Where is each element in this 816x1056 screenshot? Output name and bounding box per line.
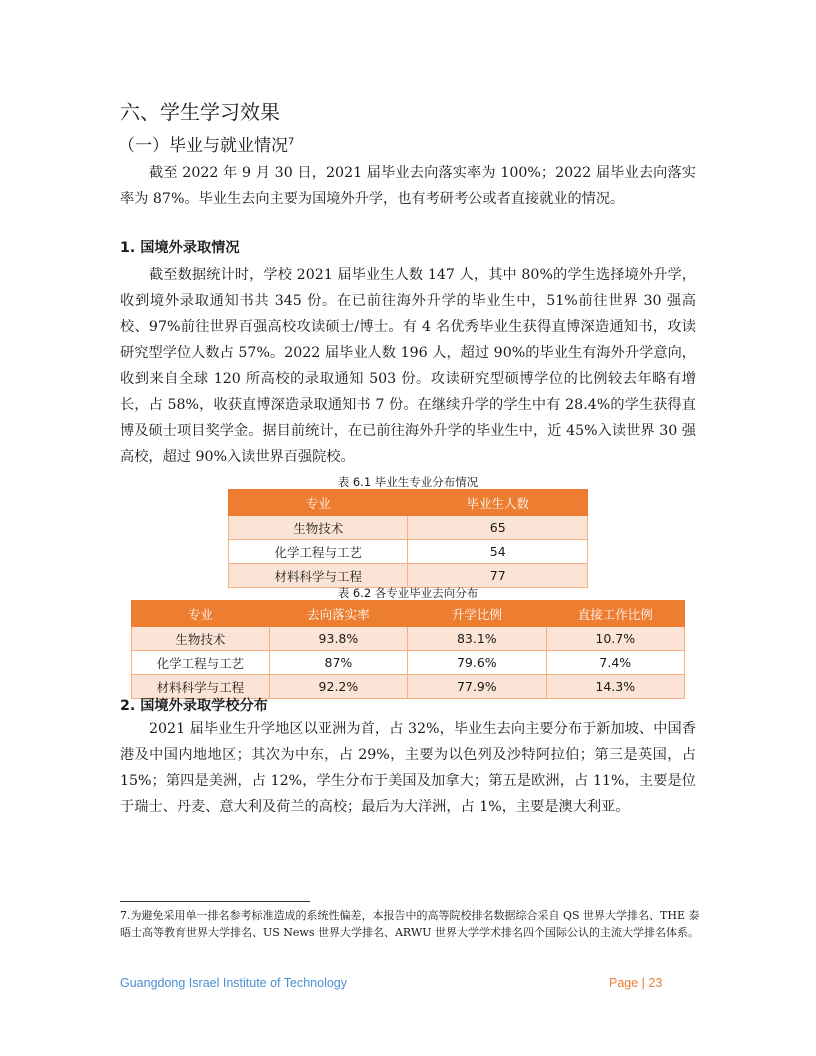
col-major: 专业	[229, 490, 408, 516]
table-header-row	[132, 601, 685, 627]
table-cell: 83.1%	[408, 627, 546, 651]
table-cell: 14.3%	[546, 675, 684, 699]
paragraph-overseas-admission: 截至数据统计时，学校 2021 届毕业生人数 147 人，其中 80%的学生选择境外升学，收到境外录取通知书共 345 份。在已前往海外升学的毕业生中，51%前往世界 30 强高校、97%前往世界百强高校攻读硕士/博士。有 4 名优秀毕业生获得直博深造通知书，攻读研究型学位人数占 57%。2022 届毕业人数 196 人，超过 90%的毕业生有海外升学意向，收到来自全球 120 所高校的录取通知 503 份。攻读研究型硕博学位的比例较去年略有增长，占 58%，收获直博深造录取通知书 7 份。在继续升学的学生中有 28.4%的学生获得直博及硕士项目奖学金。据目前统计，在已前往海外升学的毕业生中，近 45%入读世界 30 强高校，超过 90%入读世界百强院校。	[120, 267, 696, 465]
table2-caption: 表 6.2 各专业毕业去向分布	[337, 586, 479, 600]
section-heading: 六、学生学习效果	[120, 100, 280, 124]
section-overseas-admission: 1. 国境外录取情况	[120, 240, 240, 256]
table-cell: 77	[408, 564, 588, 588]
subsection-title: （一）毕业与就业情况	[118, 136, 288, 156]
footnote-divider	[120, 901, 310, 902]
table-destination-by-major	[131, 600, 685, 699]
table-cell: 77.9%	[408, 675, 546, 699]
table-cell: 54	[408, 540, 588, 564]
col-major: 专业	[132, 601, 270, 627]
table-header-row	[229, 490, 588, 516]
table-row	[229, 516, 588, 540]
table-cell: 92.2%	[269, 675, 407, 699]
table-row	[229, 564, 588, 588]
table-row	[132, 651, 685, 675]
subsection-heading	[118, 131, 294, 156]
paragraph-placement-rate: 截至 2022 年 9 月 30 日，2021 届毕业去向落实率为 100%；2022 届毕业去向落实率为 87%。毕业生去向主要为国境外升学，也有考研考公或者直接就业的情况。	[120, 165, 696, 207]
table-cell: 93.8%	[269, 627, 407, 651]
table-graduates-by-major	[228, 489, 588, 588]
footer-page-number: Page | 23	[609, 976, 663, 990]
col-graduate-count: 毕业生人数	[408, 490, 588, 516]
footnote-ref: 7	[288, 136, 295, 148]
table-cell: 10.7%	[546, 627, 684, 651]
table-cell: 生物技术	[132, 627, 270, 651]
col-further-study: 升学比例	[408, 601, 546, 627]
col-employment: 直接工作比例	[546, 601, 684, 627]
footer-institution: Guangdong Israel Institute of Technology	[120, 976, 348, 990]
table-cell: 化学工程与工艺	[132, 651, 270, 675]
table-cell: 材料科学与工程	[229, 564, 408, 588]
table-cell: 材料科学与工程	[132, 675, 270, 699]
table-cell: 79.6%	[408, 651, 546, 675]
paragraph-school-distribution: 2021 届毕业生升学地区以亚洲为首，占 32%，毕业生去向主要分布于新加坡、中国香港及中国内地地区；其次为中东，占 29%，主要为以色列及沙特阿拉伯；第三是英国，占 15%；第四是美洲，占 12%，学生分布于美国及加拿大；第五是欧洲，占 11%，主要是位于瑞士、丹麦、意大利及荷兰的高校；最后为大洋洲，占 1%，主要是澳大利亚。	[120, 721, 696, 815]
footnote: 7.为避免采用单一排名参考标准造成的系统性偏差，本报告中的高等院校排名数据综合采自 QS 世界大学排名、THE 泰晤士高等教育世界大学排名、US News 世界大学排名、ARWU 世界大学学术排名四个国际公认的主流大学排名体系。	[120, 909, 700, 939]
table-cell: 87%	[269, 651, 407, 675]
table1-caption: 表 6.1 毕业生专业分布情况	[337, 475, 479, 489]
table-cell: 化学工程与工艺	[229, 540, 408, 564]
table-cell: 65	[408, 516, 588, 540]
col-placement-rate: 去向落实率	[269, 601, 407, 627]
table-cell: 生物技术	[229, 516, 408, 540]
table-cell: 7.4%	[546, 651, 684, 675]
section-school-distribution: 2. 国境外录取学校分布	[120, 698, 268, 714]
table-row	[229, 540, 588, 564]
table-row	[132, 627, 685, 651]
